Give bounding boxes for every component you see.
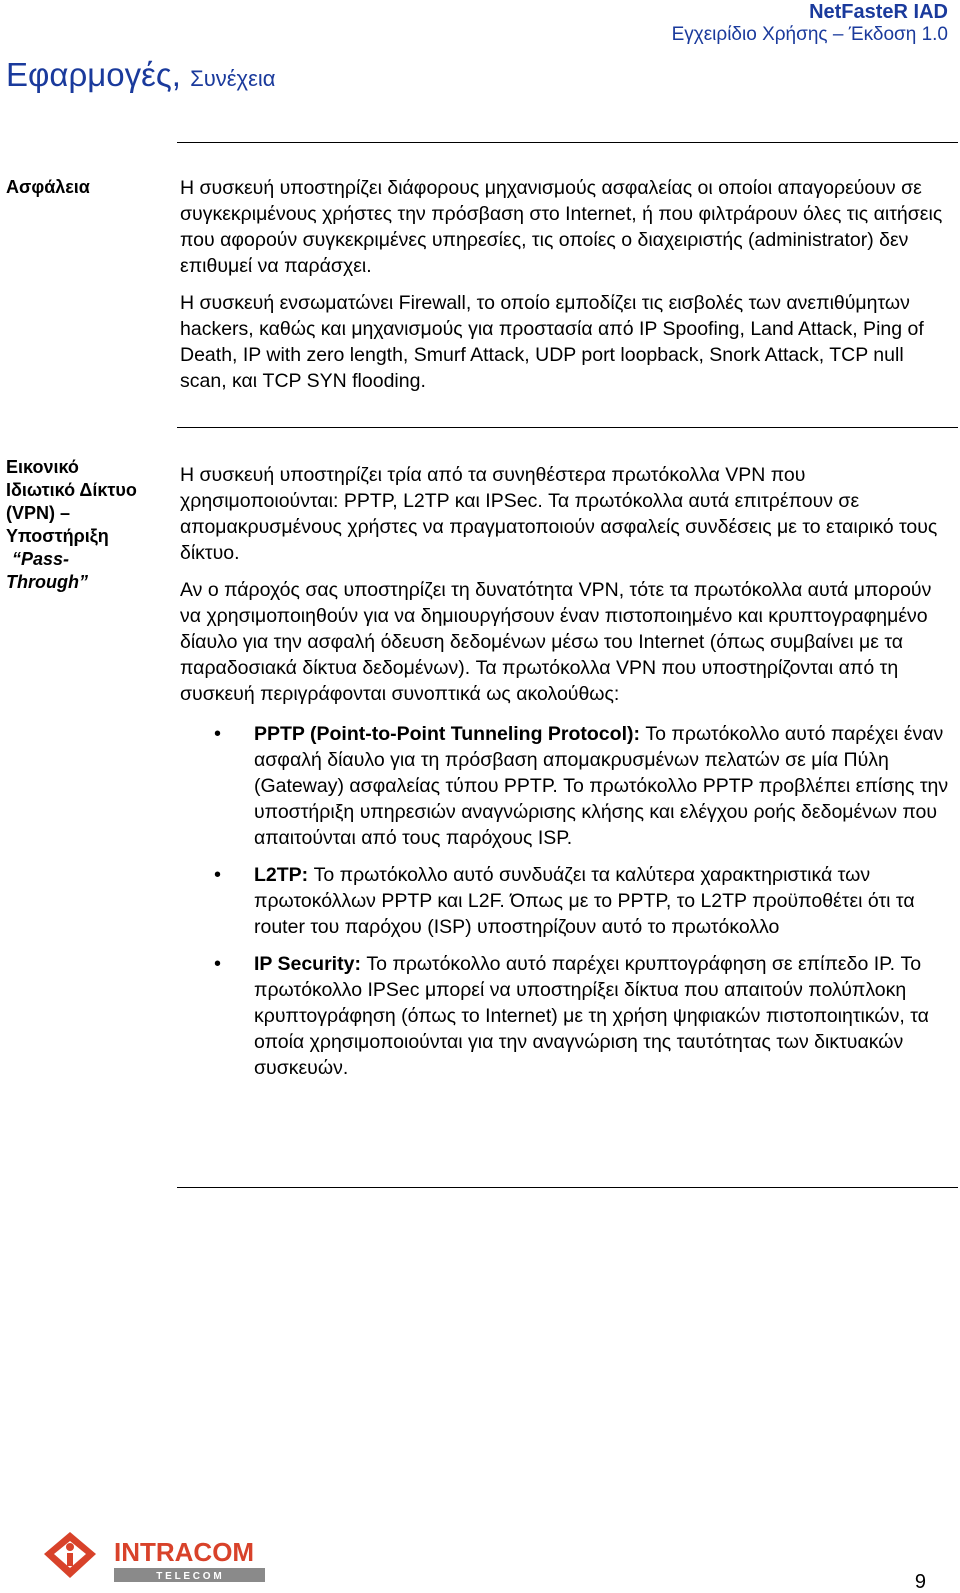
- bullet-icon: •: [214, 864, 222, 886]
- bullet-icon: •: [214, 723, 222, 745]
- list-item: [180, 951, 950, 1081]
- security-paragraph: Η συσκευή ενσωματώνει Firewall, το οποίο εμποδίζει τις εισβολές των ανεπιθύμητων hackers, καθώς και μηχανισμούς για προστασία από IP Spoofing, Land Attack, Ping of Death, IP with zero length, Smurf Attack, UDP port loopback, Snork Attack, TCP null scan, και TCP SYN flooding.: [180, 292, 924, 392]
- logo-wordmark: INTRACOM: [114, 1537, 255, 1567]
- protocol-term: PPTP (Point-to-Point Tunneling Protocol):: [254, 723, 640, 745]
- section-title-main: Εφαρμογές,: [6, 56, 181, 93]
- product-name: NetFasteR IAD: [809, 1, 948, 23]
- vpn-label-line: Υποστήριξη: [6, 526, 109, 546]
- protocol-term: IP Security:: [254, 953, 361, 975]
- vpn-protocol-list: [180, 721, 950, 1081]
- vpn-label: [6, 456, 137, 594]
- manual-edition: Εγχειρίδιο Χρήσης – Έκδοση 1.0: [671, 24, 948, 45]
- divider-top: [177, 142, 958, 143]
- protocol-description: Το πρωτόκολλο αυτό παρέχει κρυπτογράφηση σε επίπεδο IP. Το πρωτόκολλο IPSec μπορεί να υποστηρίξει δίκτυα που απαιτούν πολύπλοκη κρυπτογράφηση (όπως το Internet) με τη χρήση ψηφιακών πιστοποιητικών, τα οποία χρησιμοποιούνται για την αναγνώριση της ταυτότητας των δικτυακών συσκευών.: [254, 953, 929, 1079]
- intracom-logo-icon: [40, 1528, 280, 1584]
- divider-middle: [177, 427, 958, 428]
- list-item: [180, 862, 950, 940]
- vpn-label-line: “Pass-: [12, 549, 70, 569]
- vpn-label-line: Ιδιωτικό Δίκτυο: [6, 480, 137, 500]
- vpn-paragraph: Η συσκευή υποστηρίζει τρία από τα συνηθέστερα πρωτόκολλα VPN που χρησιμοποιούνται: PPTP, L2TP και IPSec. Τα πρωτόκολλα αυτά επιτρέπουν σε απομακρυσμένους χρήστες να πραγματοποιούν ασφαλείς συνδέσεις με το εταιρικό τους δίκτυο.: [180, 464, 938, 564]
- vpn-label-line: Εικονικό: [6, 457, 79, 477]
- running-header: [672, 0, 948, 47]
- bullet-icon: •: [214, 953, 222, 975]
- divider-bottom: [177, 1187, 958, 1188]
- logo-subtitle: T E L E C O M: [156, 1571, 222, 1582]
- section-title-sub: Συνέχεια: [190, 66, 276, 91]
- security-paragraph: Η συσκευή υποστηρίζει διάφορους μηχανισμούς ασφαλείας οι οποίοι απαγορεύουν σε συγκεκριμένους χρήστες την πρόσβαση στο Internet, ή που φιλτράρουν όλες τις αιτήσεις που αφορούν συγκεκριμένες υπηρεσίες, τις οποίες ο διαχειριστής (administrator) δεν επιθυμεί να παράσχει.: [180, 177, 943, 277]
- vpn-content: [180, 462, 950, 1092]
- list-item: [180, 721, 950, 851]
- vpn-paragraph: Αν ο πάροχός σας υποστηρίζει τη δυνατότητα VPN, τότε τα πρωτόκολλα αυτά μπορούν να χρησιμοποιηθούν για να δημιουργήσουν έναν πιστοποιημένο και κρυπτογραφημένο δίαυλο για την ασφαλή όδευση δεδομένων μέσω του Internet (όπως συμβαίνει με τα παραδοσιακά δίκτυα δεδομένων). Τα πρωτόκολλα VPN που υποστηρίζονται από τη συσκευή περιγράφονται συνοπτικά ως ακολούθως:: [180, 579, 932, 705]
- protocol-description: Το πρωτόκολλο αυτό συνδυάζει τα καλύτερα χαρακτηριστικά των πρωτοκόλλων PPTP και L2F. Όπως με το PPTP, το L2TP προϋποθέτει ότι τα router του παρόχου (ISP) υποστηρίζουν αυτό το πρωτόκολλο: [254, 864, 915, 938]
- protocol-description: Το πρωτόκολλο αυτό παρέχει έναν ασφαλή δίαυλο για τη πρόσβαση απομακρυσμένων πελατών σε μία Πύλη (Gateway) ασφαλείας τύπου PPTP. Το πρωτόκολλο PPTP προβλέπει επίσης την υποστήριξη υπηρεσιών αναγνώρισης κλήσης και ελέγχου ροής δεδομένων που απαιτούνται από τους παρόχους ISP.: [254, 723, 949, 849]
- page-number: 9: [914, 1571, 926, 1593]
- protocol-term: L2TP:: [254, 864, 309, 886]
- security-content: [180, 175, 950, 405]
- section-title: [6, 55, 276, 99]
- vpn-label-line: (VPN) –: [6, 503, 71, 523]
- vpn-label-line: Through”: [6, 572, 88, 592]
- security-label: Ασφάλεια: [6, 177, 90, 197]
